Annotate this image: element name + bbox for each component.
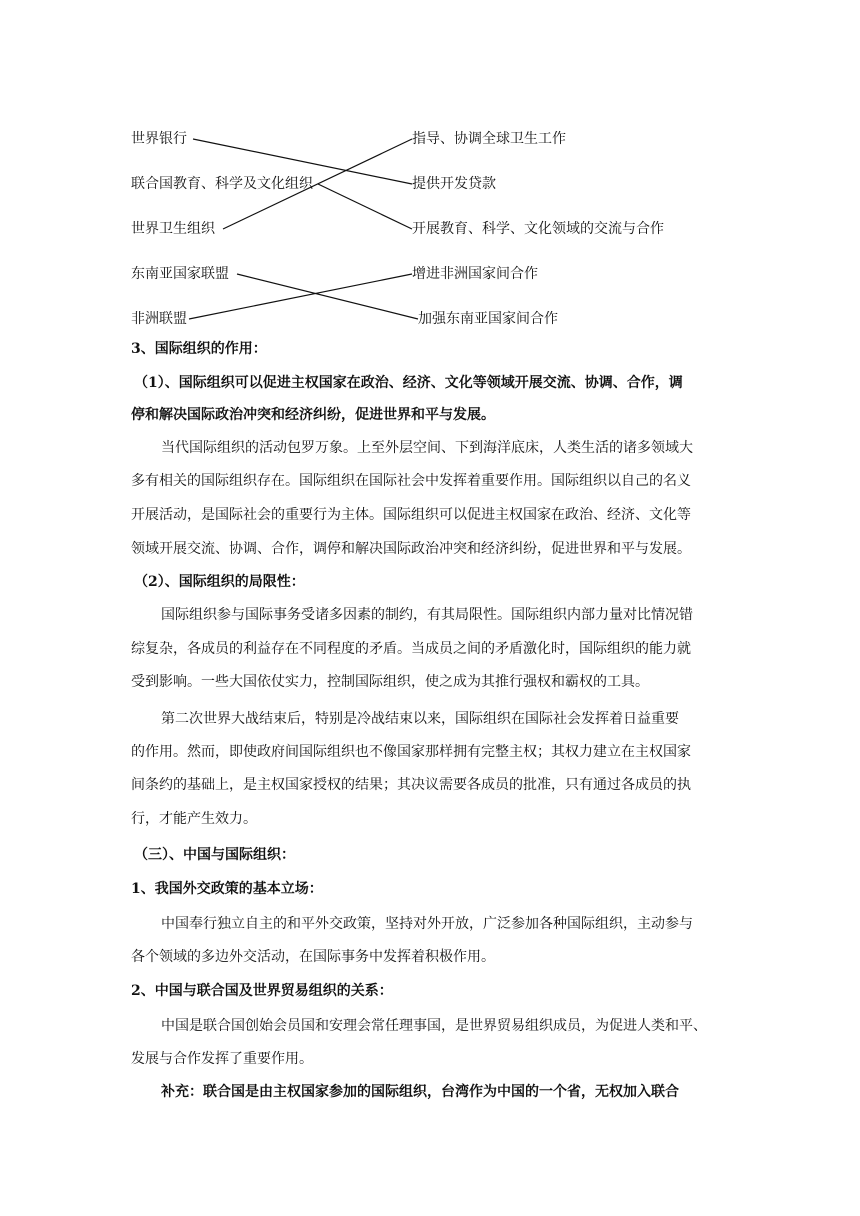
line-world-bank-to-loans [193, 139, 412, 184]
paragraph-line: 开展活动，是国际社会的重要行为主体。国际组织可以促进主权国家在政治、经济、文化等 [131, 507, 691, 523]
left-item-world-bank: 世界银行 [131, 131, 187, 147]
paragraph-line: 的作用。然而，即使政府间国际组织也不像国家那样拥有完整主权；其权力建立在主权国家 [131, 744, 691, 760]
left-item-asean: 东南亚国家联盟 [131, 266, 229, 282]
right-item-health: 指导、协调全球卫生工作 [412, 131, 566, 147]
paragraph-line: 间条约的基础上，是主权国家授权的结果；其决议需要各成员的批准，只有通过各成员的执 [131, 777, 691, 793]
right-item-loans: 提供开发贷款 [412, 176, 496, 192]
paragraph-line: 国际组织参与国际事务受诸多因素的制约，有其局限性。国际组织内部力量对比情况错 [161, 607, 693, 623]
china-subheading-2: 2、中国与联合国及世界贸易组织的关系： [131, 983, 393, 999]
right-item-asean-coop: 加强东南亚国家间合作 [418, 311, 558, 327]
point-1-line-2: 停和解决国际政治冲突和经济纠纷，促进世界和平与发展。 [131, 407, 495, 423]
right-item-education: 开展教育、科学、文化领域的交流与合作 [412, 221, 664, 237]
matching-lines [0, 0, 860, 340]
paragraph-line: 各个领域的多边外交活动，在国际事务中发挥着积极作用。 [131, 949, 495, 965]
left-item-who: 世界卫生组织 [131, 221, 215, 237]
paragraph-line: 中国是联合国创始会员国和安理会常任理事国，是世界贸易组织成员，为促进人类和平、 [161, 1018, 707, 1034]
point-1-line-1: （1）、国际组织可以促进主权国家在政治、经济、文化等领域开展交流、协调、合作，调 [134, 375, 683, 391]
left-item-unesco: 联合国教育、科学及文化组织 [131, 176, 313, 192]
left-item-african-union: 非洲联盟 [131, 311, 187, 327]
paragraph-line: 第二次世界大战结束后，特别是冷战结束以来，国际组织在国际社会发挥着日益重要 [161, 711, 679, 727]
china-section-heading: （三）、中国与国际组织： [134, 847, 295, 863]
supplement-note: 补充：联合国是由主权国家参加的国际组织，台湾作为中国的一个省，无权加入联合 [161, 1084, 679, 1100]
section-3-heading: 3、国际组织的作用： [131, 341, 267, 357]
line-au-to-africa-coop [189, 274, 412, 319]
paragraph-line: 领域开展交流、协调、合作，调停和解决国际政治冲突和经济纠纷，促进世界和平与发展。 [131, 541, 691, 557]
china-subheading-1: 1、我国外交政策的基本立场： [131, 881, 323, 897]
point-2-heading: （2）、国际组织的局限性： [134, 574, 305, 590]
paragraph-line: 多有相关的国际组织存在。国际组织在国际社会中发挥着重要作用。国际组织以自己的名义 [131, 473, 691, 489]
line-unesco-to-education [318, 184, 412, 229]
right-item-africa-coop: 增进非洲国家间合作 [412, 266, 538, 282]
paragraph-line: 发展与合作发挥了重要作用。 [131, 1051, 313, 1067]
paragraph-line: 行，才能产生效力。 [131, 811, 257, 827]
paragraph-line: 中国奉行独立自主的和平外交政策，坚持对外开放，广泛参加各种国际组织，主动参与 [161, 916, 693, 932]
paragraph-line: 受到影响。一些大国依仗实力，控制国际组织，使之成为其推行强权和霸权的工具。 [131, 674, 649, 690]
paragraph-line: 当代国际组织的活动包罗万象。上至外层空间、下到海洋底床，人类生活的诸多领域大 [161, 440, 693, 456]
line-asean-to-asean-coop [237, 274, 418, 319]
paragraph-line: 综复杂，各成员的利益存在不同程度的矛盾。当成员之间的矛盾激化时，国际组织的能力就 [131, 641, 691, 657]
